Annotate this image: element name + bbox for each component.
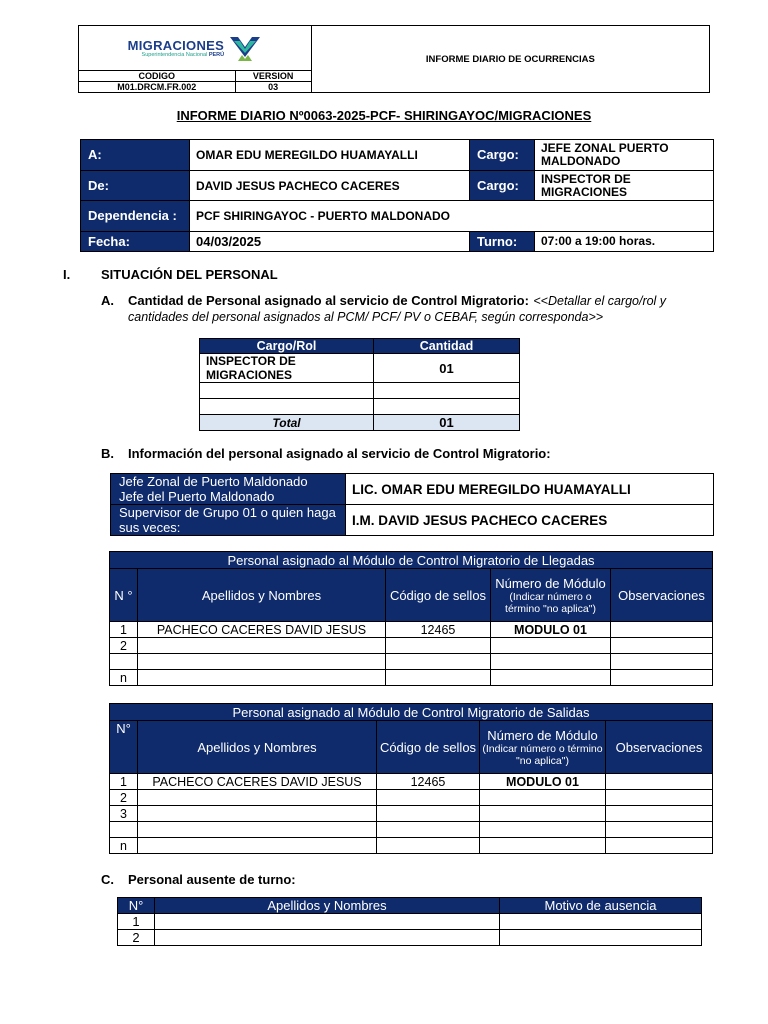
llegadas-col-modulo-note: (Indicar número o término "no aplica") <box>505 590 596 615</box>
salidas-col-code: Código de sellos <box>377 721 480 774</box>
row-modulo: MODULO 01 <box>480 774 606 790</box>
codigo-label: CODIGO <box>79 71 236 82</box>
dependencia-value: PCF SHIRINGAYOC - PUERTO MALDONADO <box>190 201 714 232</box>
cargo2-label: Cargo: <box>470 171 535 201</box>
fecha-label: Fecha: <box>81 232 190 252</box>
table-row <box>110 670 713 686</box>
row-number: n <box>110 670 138 686</box>
llegadas-col-name: Apellidos y Nombres <box>138 569 386 622</box>
jefe-label <box>111 474 346 505</box>
ausente-table <box>117 897 702 946</box>
cargo-qty-cell: 01 <box>374 354 520 383</box>
version-label: VERSION <box>235 71 311 82</box>
subsection-b-letter: B. <box>101 446 114 461</box>
logo-subtitle: Superintendencia Nacional <box>141 51 208 58</box>
jefe-label-line2: Jefe del Puerto Maldonado <box>119 489 275 504</box>
dependencia-label: Dependencia : <box>81 201 190 232</box>
salidas-col-modulo-note: (Indicar número o término "no aplica") <box>482 742 603 767</box>
table-row <box>110 638 713 654</box>
table-row <box>110 622 713 638</box>
jefe-label-line1: Jefe Zonal de Puerto Maldonado <box>119 474 308 489</box>
salidas-caption: Personal asignado al Módulo de Control Migratorio de Salidas <box>110 704 713 721</box>
table-row <box>200 399 520 415</box>
recipient-info-table <box>80 139 714 252</box>
row-name: PACHECO CACERES DAVID JESUS <box>138 774 377 790</box>
llegadas-col-obs: Observaciones <box>611 569 713 622</box>
salidas-col-modulo-label: Número de Módulo <box>487 727 598 743</box>
salidas-col-name: Apellidos y Nombres <box>138 721 377 774</box>
total-label: Total <box>200 415 374 431</box>
llegadas-caption: Personal asignado al Módulo de Control Migratorio de Llegadas <box>110 552 713 569</box>
subsection-b-title: Información del personal asignado al servicio de Control Migratorio: <box>128 446 551 461</box>
cargo-role-cell: INSPECTOR DE MIGRACIONES <box>200 354 374 383</box>
table-row <box>118 930 702 946</box>
table-row <box>110 654 713 670</box>
llegadas-col-code: Código de sellos <box>386 569 491 622</box>
row-obs <box>611 622 713 638</box>
cargo1-label: Cargo: <box>470 140 535 171</box>
subsection-c-letter: C. <box>101 872 114 887</box>
report-title: INFORME DIARIO Nº0063-2025-PCF- SHIRINGAYOC/MIGRACIONES <box>176 108 592 123</box>
subsection-a-note: <<Detallar el cargo/rol y cantidades del personal asignados al PCM/ PCF/ PV o CEBAF, según corresponda>> <box>128 294 667 324</box>
table-row <box>118 914 702 930</box>
document-title-cell: INFORME DIARIO DE OCURRENCIAS <box>311 26 709 93</box>
row-name: PACHECO CACERES DAVID JESUS <box>138 622 386 638</box>
supervisor-value: I.M. DAVID JESUS PACHECO CACERES <box>346 505 714 536</box>
cargo2-value: INSPECTOR DE MIGRACIONES <box>535 171 714 201</box>
table-row <box>200 383 520 399</box>
cargo-col-header: Cargo/Rol <box>200 339 374 354</box>
row-number <box>110 654 138 670</box>
logo-country: PERÚ <box>208 51 225 58</box>
logo-text: MIGRACIONES <box>127 37 225 53</box>
table-row <box>110 838 713 854</box>
turno-value: 07:00 a 19:00 horas. <box>535 232 714 252</box>
salidas-table <box>109 703 713 854</box>
total-value: 01 <box>374 415 520 431</box>
row-code: 12465 <box>386 622 491 638</box>
subsection-a-letter: A. <box>101 293 114 308</box>
logo-cell <box>79 26 312 71</box>
table-row <box>200 354 520 383</box>
ausente-col-motivo: Motivo de ausencia <box>500 898 702 914</box>
a-label: A: <box>81 140 190 171</box>
a-value: OMAR EDU MEREGILDO HUAMAYALLI <box>190 140 470 171</box>
salidas-col-n: N° <box>110 721 138 774</box>
version-value: 03 <box>235 82 311 93</box>
llegadas-col-modulo <box>491 569 611 622</box>
de-value: DAVID JESUS PACHECO CACERES <box>190 171 470 201</box>
ausente-col-name: Apellidos y Nombres <box>155 898 500 914</box>
row-number: 3 <box>110 806 138 822</box>
codigo-value: M01.DRCM.FR.002 <box>79 82 236 93</box>
de-label: De: <box>81 171 190 201</box>
table-row <box>110 822 713 838</box>
llegadas-table <box>109 551 713 686</box>
row-number: 1 <box>118 914 155 930</box>
cantidad-col-header: Cantidad <box>374 339 520 354</box>
total-row <box>200 415 520 431</box>
table-row <box>110 790 713 806</box>
fecha-value: 04/03/2025 <box>190 232 470 252</box>
table-row <box>110 774 713 790</box>
row-obs <box>606 774 713 790</box>
supervisor-label: Supervisor de Grupo 01 o quien haga sus veces: <box>111 505 346 536</box>
section-title: SITUACIÓN DEL PERSONAL <box>101 267 278 282</box>
row-number: 1 <box>110 622 138 638</box>
row-number: 2 <box>118 930 155 946</box>
row-number <box>110 822 138 838</box>
row-number: 2 <box>110 638 138 654</box>
subsection-c-title: Personal ausente de turno: <box>128 872 296 887</box>
row-code: 12465 <box>377 774 480 790</box>
salidas-col-modulo <box>480 721 606 774</box>
subsection-a-title: Cantidad de Personal asignado al servicio de Control Migratorio: <box>128 293 529 308</box>
llegadas-col-modulo-label: Número de Módulo <box>495 575 606 591</box>
llegadas-col-n: N ° <box>110 569 138 622</box>
table-row <box>110 806 713 822</box>
migraciones-logo-icon <box>228 33 262 63</box>
section-number: I. <box>63 267 71 282</box>
jefe-table <box>110 473 714 536</box>
cargo1-value: JEFE ZONAL PUERTO MALDONADO <box>535 140 714 171</box>
row-number: n <box>110 838 138 854</box>
row-number: 2 <box>110 790 138 806</box>
ausente-col-n: N° <box>118 898 155 914</box>
row-modulo: MODULO 01 <box>491 622 611 638</box>
jefe-value: LIC. OMAR EDU MEREGILDO HUAMAYALLI <box>346 474 714 505</box>
document-header <box>78 25 710 93</box>
turno-label: Turno: <box>470 232 535 252</box>
salidas-col-obs: Observaciones <box>606 721 713 774</box>
subsection-a-text <box>128 293 718 325</box>
row-number: 1 <box>110 774 138 790</box>
cargo-table <box>199 338 520 431</box>
